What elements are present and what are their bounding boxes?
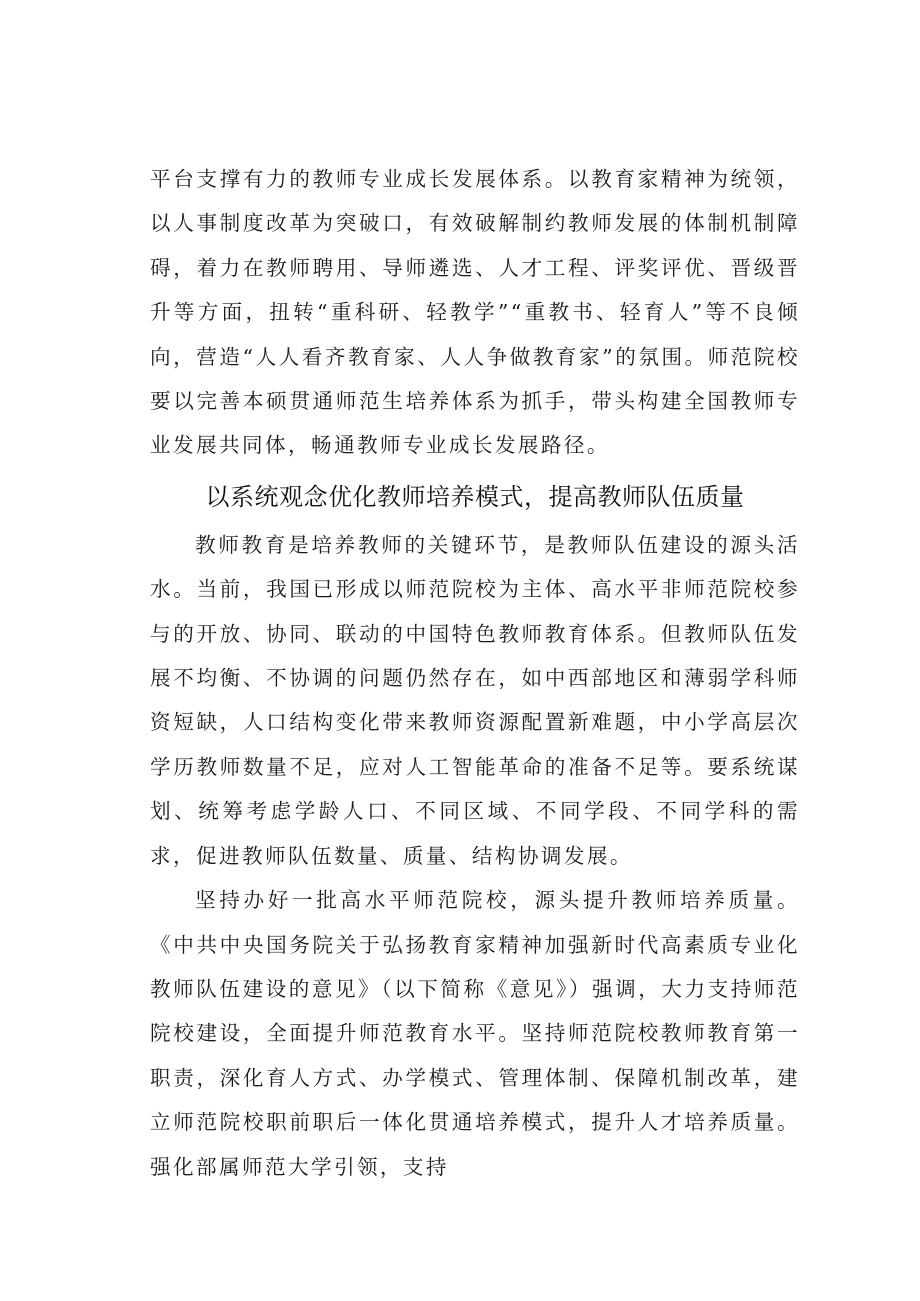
paragraph-teacher-education: 教师教育是培养教师的关键环节，是教师队伍建设的源头活水。当前，我国已形成以师范院校为主体、高水平非师范院校参与的开放、协同、联动的中国特色教师教育体系。但教师队伍发展不均衡、不协调的问题仍然存在，如中西部地区和薄弱学科师资短缺，人口结构变化带来教师资源配置新难题，中小学高层次学历教师数量不足，应对人工智能革命的准备不足等。要系统谋划、统筹考虑学龄人口、不同区域、不同学段、不同学科的需求，促进教师队伍数量、质量、结构协调发展。 — [150, 532, 800, 868]
paragraph-continuation: 平台支撑有力的教师专业成长发展体系。以教育家精神为统领，以人事制度改革为突破口，有效破解制约教师发展的体制机制障碍，着力在教师聘用、导师遴选、人才工程、评奖评优、晋级晋升等方面，扭转“重科研、轻教学”“重教书、轻育人”等不良倾向，营造“人人看齐教育家、人人争做教育家”的氛围。师范院校要以完善本硕贯通师范生培养体系为抓手，带头构建全国教师专业发展共同体，畅通教师专业成长发展路径。 — [150, 167, 800, 458]
paragraph-normal-universities: 坚持办好一批高水平师范院校，源头提升教师培养质量。《中共中央国务院关于弘扬教育家精神加强新时代高素质专业化教师队伍建设的意见》（以下简称《意见》）强调，大力支持师范院校建设，全面提升师范教育水平。坚持师范院校教师教育第一职责，深化育人方式、办学模式、管理体制、保障机制改革，建立师范院校职前职后一体化贯通培养模式，提升人才培养质量。强化部属师范大学引领，支持 — [150, 888, 800, 1179]
section-heading: 以系统观念优化教师培养模式，提高教师队伍质量 — [205, 482, 745, 511]
document-body — [150, 157, 800, 1189]
